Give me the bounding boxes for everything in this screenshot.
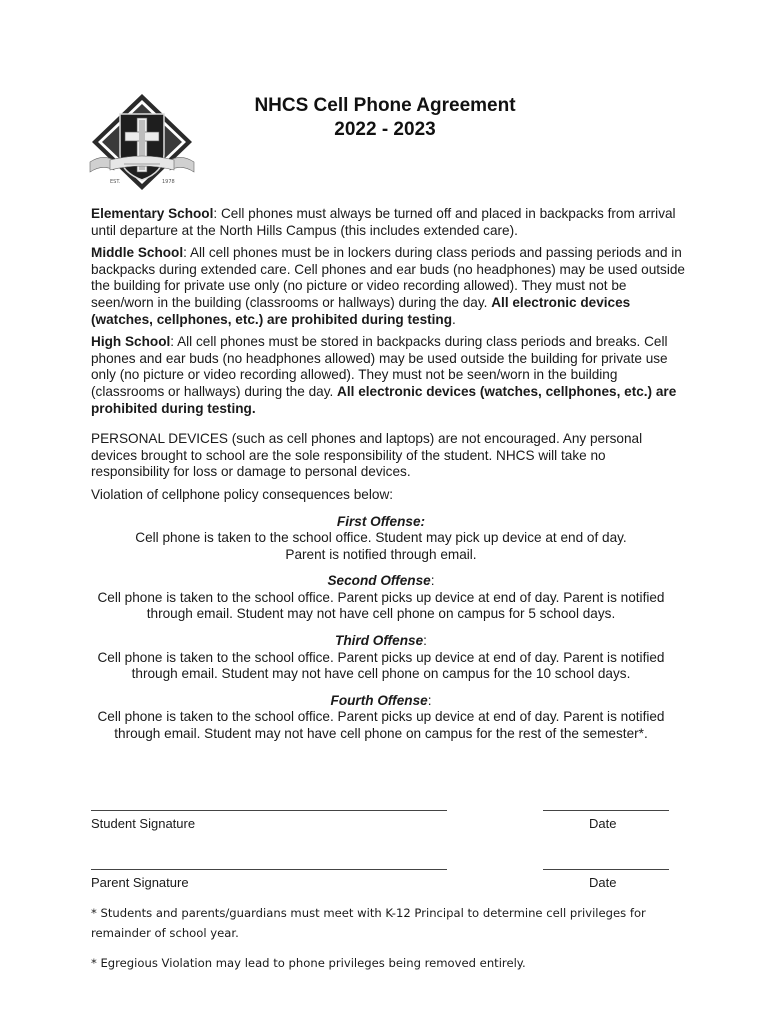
high-bold-text: All electronic devices (watches, cellphones, etc.) are prohibited during testing. <box>91 383 677 416</box>
student-signature-line[interactable] <box>91 810 447 811</box>
high-label: High School <box>91 334 171 350</box>
offense-fourth: Fourth Offense: Cell phone is taken to the school office. Parent picks up device at end of day. Parent is notified through email. Student may not have cell phone on campus for the rest of the semester*. <box>83 693 679 743</box>
personal-devices-paragraph: PERSONAL DEVICES (such as cell phones and laptops) are not encouraged. Any personal devices brought to school are the sole responsibility of the student. NHCS will take no responsibility for loss or damage to personal devices. <box>91 431 643 480</box>
document-title <box>200 94 570 142</box>
student-date-line[interactable] <box>543 810 669 811</box>
student-signature-label: Student Signature <box>91 816 196 831</box>
middle-bold-text: All electronic devices (watches, cellphones, etc.) are prohibited during testing <box>91 294 631 327</box>
parent-date-label: Date <box>589 875 617 890</box>
offense-line: Cell phone is taken to the school office. Parent picks up device at end of day. Parent is notified <box>97 589 665 605</box>
footnote: * Egregious Violation may lead to phone privileges being removed entirely. <box>91 956 526 970</box>
student-date-label: Date <box>589 816 617 831</box>
elementary-label: Elementary School <box>91 206 214 221</box>
offense-title: Fourth Offense <box>330 692 428 708</box>
offense-line: Cell phone is taken to the school office. Student may pick up device at end of day. <box>135 530 627 546</box>
offense-line: Parent is notified through email. <box>285 546 477 562</box>
middle-end: . <box>452 311 456 327</box>
violation-intro: Violation of cellphone policy consequences below: <box>91 486 394 502</box>
policy-body <box>91 206 687 743</box>
logo-est-right: 1978 <box>162 179 175 185</box>
offense-line: Cell phone is taken to the school office. Parent picks up device at end of day. Parent is notified <box>97 649 665 665</box>
elementary-paragraph <box>91 206 687 239</box>
offense-line: through email. Student may not have cell phone on campus for the 10 school days. <box>131 666 631 682</box>
middle-label: Middle School <box>91 245 184 261</box>
parent-date-line[interactable] <box>543 869 669 870</box>
elementary-text: : Cell phones must always be turned off and placed in backpacks from arrival until departure at the North Hills Campus (this includes extended care). <box>91 206 676 238</box>
offense-second: Second Offense: Cell phone is taken to the school office. Parent picks up device at end of day. Parent is notified through email. Student may not have cell phone on campus for 5 school days. <box>83 573 679 623</box>
logo-est-left: EST. <box>110 179 121 185</box>
high-text: : All cell phones must be stored in backpacks during class periods and breaks. Cell phones and ear buds (no headphones allowed) may be used outside the building for private use only (no picture or video recording allowed). They must not be seen/worn in the building (classrooms or hallways) during the day. <box>91 334 668 399</box>
high-paragraph <box>91 334 687 417</box>
middle-paragraph <box>91 245 687 328</box>
offense-first <box>83 514 679 564</box>
offense-third: Third Offense: Cell phone is taken to the school office. Parent picks up device at end of day. Parent is notified through email. Student may not have cell phone on campus for the 10 school days. <box>83 633 679 683</box>
parent-signature-label: Parent Signature <box>91 875 189 890</box>
parent-signature-line[interactable] <box>91 869 447 870</box>
school-crest-logo <box>88 92 196 192</box>
middle-text: : All cell phones must be in lockers during class periods and passing periods and in backpacks during extended care. Cell phones and ear buds (no headphones) may be used outside the building for private use only (no picture or video recording allowed). They must not be seen/worn in the building (classrooms or hallways) during the day. <box>91 245 685 310</box>
offense-title: First Offense: <box>336 513 426 529</box>
footnotes <box>91 903 651 983</box>
offense-title: Third Offense <box>335 633 424 649</box>
title-line-1: NHCS Cell Phone Agreement <box>254 95 516 116</box>
offense-line: through email. Student may not have cell phone on campus for the rest of the semester*. <box>114 726 648 742</box>
offense-title: Second Offense <box>327 573 431 589</box>
offense-line: through email. Student may not have cell phone on campus for 5 school days. <box>146 606 616 622</box>
title-line-2: 2022 - 2023 <box>334 119 436 140</box>
offense-line: Cell phone is taken to the school office. Parent picks up device at end of day. Parent is notified <box>97 709 665 725</box>
footnote: * Students and parents/guardians must meet with K-12 Principal to determine cell privileges for remainder of school year. <box>91 906 646 940</box>
